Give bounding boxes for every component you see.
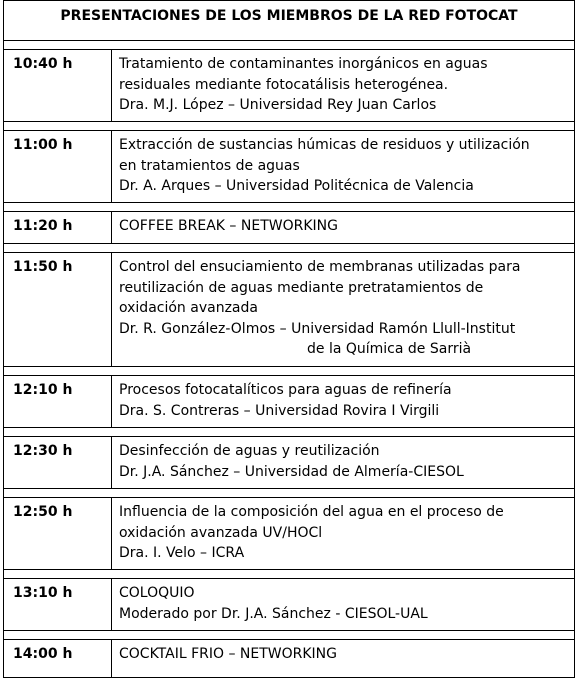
- description-line: en tratamientos de aguas: [119, 157, 300, 174]
- schedule-row: [4, 253, 575, 367]
- schedule-row: [4, 131, 575, 203]
- time-cell: 11:50 h: [4, 253, 112, 367]
- spacer-cell: [4, 203, 575, 212]
- description-cell: [112, 212, 575, 244]
- time-cell: 12:10 h: [4, 376, 112, 428]
- description-cell: [112, 640, 575, 678]
- spacer-cell: [4, 570, 575, 579]
- time-cell: 13:10 h: [4, 579, 112, 631]
- description-line: COCKTAIL FRIO – NETWORKING: [119, 646, 338, 662]
- schedule-row: [4, 498, 575, 570]
- spacer-row: [4, 203, 575, 212]
- spacer-row: [4, 122, 575, 131]
- description-line: COLOQUIO: [119, 585, 195, 601]
- speaker-line: Dra. I. Velo – ICRA: [119, 545, 245, 561]
- spacer-cell: [4, 41, 575, 50]
- description-cell: [112, 437, 575, 489]
- spacer-cell: [4, 428, 575, 437]
- description-line: oxidación avanzada: [119, 300, 258, 316]
- description-line: COFFEE BREAK – NETWORKING: [119, 218, 338, 234]
- speaker-line: Dr. J.A. Sánchez – Universidad de Almería-CIESOL: [119, 463, 464, 480]
- spacer-row: [4, 631, 575, 640]
- spacer-cell: [4, 122, 575, 131]
- table-title: PRESENTACIONES DE LOS MIEMBROS DE LA RED FOTOCAT: [4, 1, 575, 41]
- spacer-cell: [4, 631, 575, 640]
- time-cell: 14:00 h: [4, 640, 112, 678]
- description-cell: [112, 50, 575, 122]
- description-line: residuales mediante fotocatálisis heterogénea.: [119, 76, 449, 93]
- time-cell: 12:30 h: [4, 437, 112, 489]
- description-cell: [112, 376, 575, 428]
- description-line: Moderado por Dr. J.A. Sánchez - CIESOL-UAL: [119, 605, 428, 622]
- description-line: reutilización de aguas mediante pretratamientos de: [119, 279, 484, 296]
- spacer-row: [4, 244, 575, 253]
- description-cell: [112, 498, 575, 570]
- description-cell: [112, 579, 575, 631]
- description-line: Influencia de la composición del agua en el proceso de: [119, 504, 504, 520]
- description-line: Tratamiento de contaminantes inorgánicos en aguas: [119, 56, 488, 72]
- schedule-row: [4, 579, 575, 631]
- spacer-cell: [4, 489, 575, 498]
- description-line: Desinfección de aguas y reutilización: [119, 443, 380, 459]
- header-row: [4, 1, 575, 41]
- speaker-line: Dr. A. Arques – Universidad Politécnica de Valencia: [119, 178, 474, 194]
- schedule-row: [4, 212, 575, 244]
- schedule-row: [4, 376, 575, 428]
- description-cell: [112, 253, 575, 367]
- speaker-line: Dra. S. Contreras – Universidad Rovira I Virgili: [119, 402, 440, 419]
- speaker-line: de la Química de Sarrià: [307, 341, 472, 357]
- schedule-row: [4, 437, 575, 489]
- spacer-row: [4, 367, 575, 376]
- speaker-line: Dr. R. González-Olmos – Universidad Ramón Llull-Institut: [119, 320, 516, 337]
- spacer-cell: [4, 244, 575, 253]
- description-line: Control del ensuciamiento de membranas utilizadas para: [119, 259, 521, 275]
- spacer-row: [4, 489, 575, 498]
- spacer-cell: [4, 367, 575, 376]
- description-line: Extracción de sustancias húmicas de residuos y utilización: [119, 137, 530, 153]
- time-cell: 12:50 h: [4, 498, 112, 570]
- spacer-row: [4, 570, 575, 579]
- schedule-table: [3, 0, 575, 678]
- description-line: Procesos fotocatalíticos para aguas de refinería: [119, 382, 452, 398]
- spacer-row: [4, 41, 575, 50]
- schedule-row: [4, 50, 575, 122]
- time-cell: 10:40 h: [4, 50, 112, 122]
- spacer-row: [4, 428, 575, 437]
- schedule-row: [4, 640, 575, 678]
- description-cell: [112, 131, 575, 203]
- time-cell: 11:20 h: [4, 212, 112, 244]
- description-line: oxidación avanzada UV/HOCl: [119, 524, 323, 541]
- time-cell: 11:00 h: [4, 131, 112, 203]
- speaker-line: Dra. M.J. López – Universidad Rey Juan Carlos: [119, 97, 437, 113]
